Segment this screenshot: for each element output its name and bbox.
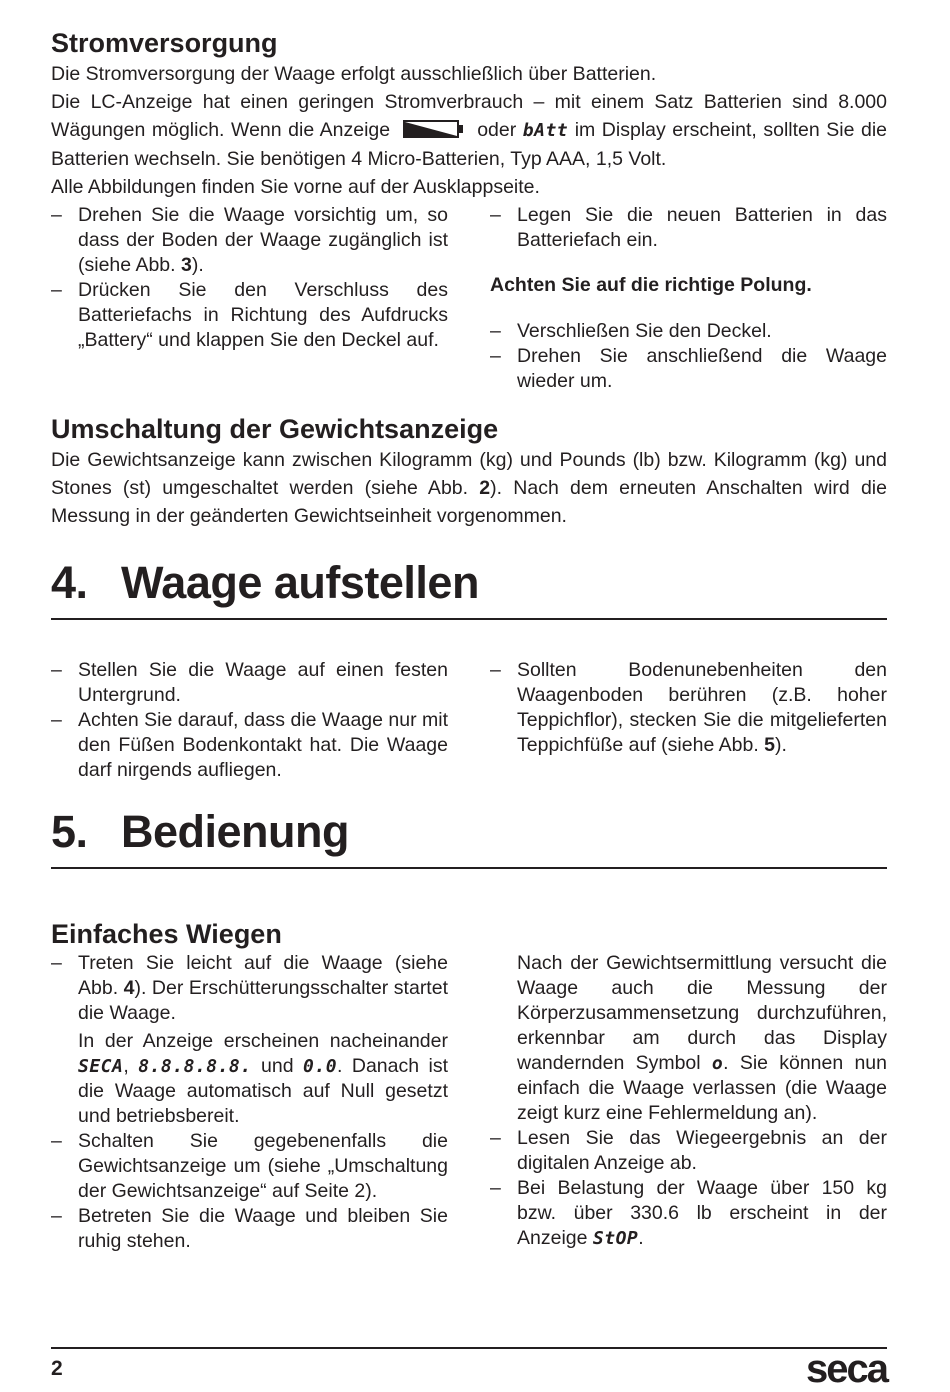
power-paragraph-1: Die Stromversorgung der Waage erfolgt ausschließlich über Batterien. bbox=[51, 63, 657, 85]
section-title-units: Umschaltung der Gewichtsanzeige bbox=[51, 414, 499, 444]
lcd-seca-symbol: SECA bbox=[78, 1056, 124, 1077]
power-text: Die LC-Anzeige hat einen geringen Stromverbrauch – mit einem Satz Batterien sind 8.000 Wägungen möglich. Wenn die Anzeige bbox=[51, 91, 887, 141]
list-item: – Legen Sie die neuen Batterien in das Batteriefach ein. bbox=[490, 203, 887, 253]
battery-low-icon bbox=[403, 119, 465, 139]
chapter-5-right-list bbox=[490, 1126, 887, 1251]
list-item bbox=[51, 203, 448, 278]
list-item-text: Bei Belastung der Waage über 150 kg bzw. über 330.6 lb erscheint in der Anzeige bbox=[517, 1177, 887, 1249]
units-paragraph bbox=[51, 446, 887, 530]
chapter-title: Waage aufstellen bbox=[121, 557, 479, 608]
page-content bbox=[51, 26, 887, 1254]
cont-text: und bbox=[261, 1055, 294, 1077]
power-paragraph-2 bbox=[51, 88, 887, 173]
list-item: – Drehen Sie anschließend die Waage wieder um. bbox=[490, 344, 887, 394]
page-number: 2 bbox=[51, 1357, 63, 1380]
power-right-list bbox=[490, 203, 887, 253]
figure-ref: 3 bbox=[180, 254, 192, 276]
cont-text: In der Anzeige erscheinen nacheinander bbox=[78, 1030, 448, 1052]
power-text-oder: oder bbox=[477, 119, 517, 141]
display-sequence-text bbox=[51, 1029, 448, 1129]
chapter-5-heading bbox=[51, 803, 887, 869]
power-left-list bbox=[51, 203, 448, 353]
list-item: – Stellen Sie die Waage auf einen festen Untergrund. bbox=[51, 658, 448, 708]
chapter-5-columns bbox=[51, 951, 887, 1254]
page-footer bbox=[51, 1347, 887, 1391]
section-title-power: Stromversorgung bbox=[51, 28, 278, 58]
list-item-text: ). bbox=[191, 254, 204, 276]
chapter-number: 4. bbox=[51, 557, 88, 608]
list-item: – Betreten Sie die Waage und bleiben Sie ruhig stehen. bbox=[51, 1204, 448, 1254]
polarity-note: Achten Sie auf die richtige Polung. bbox=[490, 274, 812, 296]
list-item: – Achten Sie darauf, dass die Waage nur mit den Füßen Bodenkontakt hat. Die Waage darf nirgends aufliegen. bbox=[51, 708, 448, 783]
comma: , bbox=[123, 1055, 129, 1077]
chapter-5-title-row bbox=[51, 803, 887, 861]
section-title-weighing: Einfaches Wiegen bbox=[51, 919, 282, 949]
power-left-column bbox=[51, 203, 448, 394]
list-item-text: ). Der Erschütterungsschalter startet die Waage. bbox=[78, 977, 448, 1024]
power-right-column bbox=[490, 203, 887, 394]
list-item bbox=[51, 951, 448, 1026]
chapter-5-left-list bbox=[51, 951, 448, 1026]
power-text-end: im Display erscheint, sollten Sie die Batterien wechseln. Sie benötigen 4 Micro-Batterien, Typ AAA, 1,5 Volt. bbox=[51, 119, 888, 170]
list-item bbox=[51, 278, 448, 353]
list-item-text: Sollten Bodenunebenheiten den Waagenboden berühren (z.B. hoher Teppichflor), stecken Sie die mitgelieferten Teppichfüße auf (siehe Abb. bbox=[517, 659, 887, 756]
body-composition-paragraph bbox=[490, 951, 887, 1126]
list-item-text: . bbox=[638, 1227, 644, 1249]
figure-ref: 5 bbox=[764, 734, 776, 756]
cont-text: Nach der Gewichtsermittlung versucht die Waage auch die Messung der Körperzusammensetzung durchzuführen, erkennbar am durch das Display wandernden Symbol bbox=[517, 952, 887, 1074]
chapter-4-columns bbox=[51, 658, 887, 783]
list-item-text: Drehen Sie die Waage vorsichtig um, so dass der Boden der Waage zugänglich ist (siehe Abb. bbox=[78, 204, 448, 276]
figure-ref: 2 bbox=[479, 477, 491, 499]
power-right-list-2 bbox=[490, 319, 887, 394]
chapter-4-left-column bbox=[51, 658, 448, 783]
list-item: – Verschließen Sie den Deckel. bbox=[490, 319, 887, 344]
cont-text: . Danach ist die Waage automatisch auf Null gesetzt und betriebsbereit. bbox=[78, 1055, 449, 1127]
figure-ref: 4 bbox=[123, 977, 135, 999]
chapter-4-left-list bbox=[51, 658, 448, 783]
list-item bbox=[490, 658, 887, 758]
power-paragraph-3: Alle Abbildungen finden Sie vorne auf der Ausklappseite. bbox=[51, 176, 540, 198]
lcd-zero-symbol: 0.0 bbox=[303, 1056, 338, 1077]
seca-logo: seca bbox=[806, 1347, 887, 1391]
list-item: – Schalten Sie gegebenenfalls die Gewichtsanzeige um (siehe „Umschaltung der Gewichtsanzeige“ auf Seite 2). bbox=[51, 1129, 448, 1204]
list-item-text: Treten Sie leicht auf die Waage (siehe Abb. bbox=[78, 952, 448, 999]
list-item bbox=[490, 1176, 887, 1251]
chapter-4-right-list bbox=[490, 658, 887, 758]
list-item-text: ). bbox=[775, 734, 787, 756]
list-item: – Lesen Sie das Wiegeergebnis an der digitalen Anzeige ab. bbox=[490, 1126, 887, 1176]
chapter-title: Bedienung bbox=[121, 806, 349, 857]
units-text: Die Gewichtsanzeige kann zwischen Kilogramm (kg) und Pounds (lb) bzw. Kilogramm (kg) und Stones (st) umgeschaltet werden (siehe Abb. bbox=[51, 449, 887, 499]
lcd-test-symbol: 8.8.8.8.8. bbox=[138, 1056, 252, 1077]
list-item-text: Drücken Sie den Verschluss des Batteriefachs in Richtung des Aufdrucks „Battery“ und klappen Sie den Deckel auf. bbox=[78, 279, 448, 351]
chapter-5-left-list-2 bbox=[51, 1129, 448, 1254]
chapter-4-heading bbox=[51, 554, 887, 620]
lcd-wandering-symbol: o bbox=[711, 1053, 724, 1074]
power-columns bbox=[51, 203, 887, 394]
chapter-5-left-column bbox=[51, 951, 448, 1254]
cont-text: . Sie können nun einfach die Waage verlassen (die Waage zeigt kurz eine Fehlermeldung an). bbox=[517, 1052, 887, 1124]
lcd-stop-symbol: StOP bbox=[592, 1228, 639, 1249]
chapter-5-right-column bbox=[490, 951, 887, 1254]
chapter-number: 5. bbox=[51, 806, 88, 857]
units-text: ). Nach dem erneuten Anschalten wird die Messung in der geänderten Gewichtseinheit vorgenommen. bbox=[51, 477, 887, 527]
chapter-4-title-row bbox=[51, 554, 887, 612]
lcd-batt-symbol: bAtt bbox=[522, 120, 569, 141]
chapter-4-right-column bbox=[490, 658, 887, 783]
